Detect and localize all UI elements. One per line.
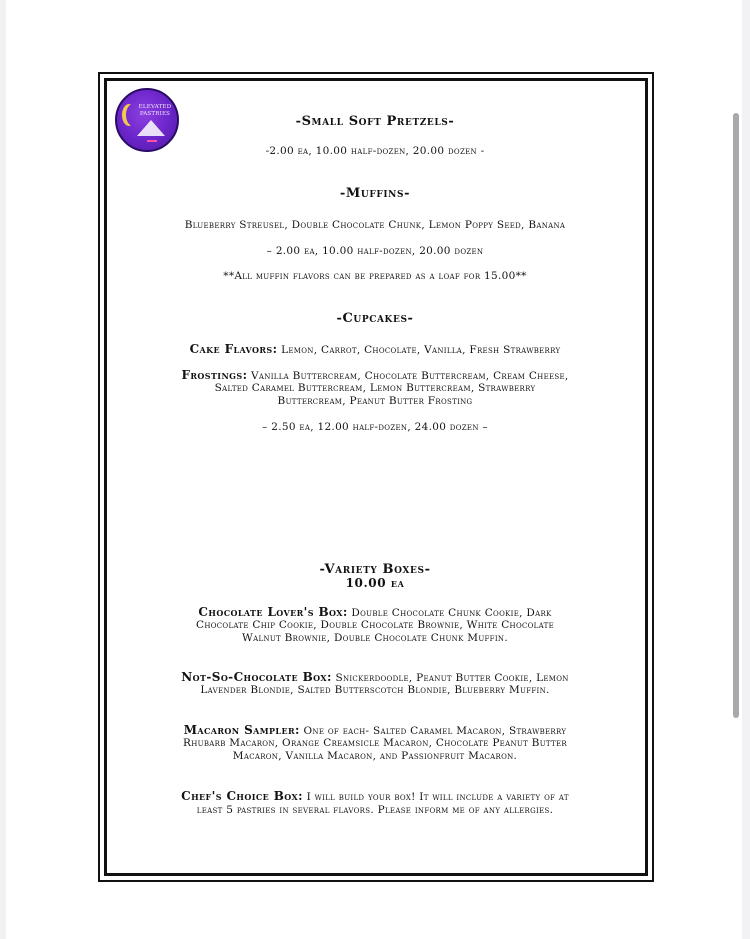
box-macaron-line-3: Macaron, Vanilla Macaron, and Passionfruit Macaron.: [232, 750, 518, 762]
muffins-flavors: Blueberry Streusel, Double Chocolate Chunk, Lemon Poppy Seed, Banana: [184, 219, 566, 231]
box-not-so-chocolate-label: Not-So-Chocolate Box:: [181, 670, 332, 684]
cake-flavors-label: Cake Flavors:: [189, 342, 278, 356]
box-chocolate-lovers-text-1: Double Chocolate Chunk Cookie, Dark: [351, 607, 552, 619]
box-chocolate-lovers-label: Chocolate Lover's Box:: [198, 605, 348, 619]
menu-content: [105, 80, 645, 874]
muffins-note: **All muffin flavors can be prepared as a loaf for 15.00**: [223, 270, 527, 282]
muffins-title: -Muffins-: [339, 186, 411, 201]
box-macaron-line-2: Rhubarb Macaron, Orange Creamsicle Macaron, Chocolate Peanut Butter: [183, 737, 567, 749]
logo-accent: [147, 140, 157, 142]
logo-text-1: ELEVATED: [138, 104, 172, 110]
frostings-line-2: Salted Caramel Buttercream, Lemon Buttercream, Strawberry: [214, 382, 536, 394]
cake-flavors-list: Lemon, Carrot, Chocolate, Vanilla, Fresh Strawberry: [281, 344, 561, 356]
muffins-price: – 2.00 ea, 10.00 half-dozen, 20.00 dozen: [266, 245, 484, 257]
box-macaron-text-1: One of each- Salted Caramel Macaron, Strawberry: [303, 725, 567, 737]
variety-title: -Variety Boxes-: [319, 562, 431, 577]
cupcakes-title: -Cupcakes-: [336, 311, 414, 326]
box-chocolate-lovers-line-3: Walnut Brownie, Double Chocolate Chunk Muffin.: [242, 632, 508, 644]
box-chefs-choice-line-2: least 5 pastries in several flavors. Please inform me of any allergies.: [196, 804, 554, 816]
box-not-so-chocolate-text-1: Snickerdoodle, Peanut Butter Cookie, Lemon: [335, 672, 569, 684]
box-chefs-choice-text-1: I will build your box! It will include a variety of at: [306, 791, 569, 803]
box-not-so-chocolate-line-1: [105, 671, 645, 685]
box-chefs-choice-line-1: [105, 790, 645, 804]
variety-price: 10.00 ea: [345, 576, 405, 590]
box-macaron-line-1: [105, 724, 645, 738]
box-chocolate-lovers-line-1: [105, 606, 645, 620]
frostings-line-1: [105, 369, 645, 383]
box-chefs-choice-label: Chef's Choice Box:: [181, 789, 303, 803]
box-chocolate-lovers-line-2: Chocolate Chip Cookie, Double Chocolate Brownie, White Chocolate: [195, 619, 554, 631]
cupcakes-flavors-line: [105, 343, 645, 357]
pretzels-price: -2.00 ea, 10.00 half-dozen, 20.00 dozen -: [265, 145, 485, 157]
pretzels-title: -Small Soft Pretzels-: [295, 114, 455, 129]
vertical-scrollbar[interactable]: [733, 113, 739, 718]
cupcakes-price: – 2.50 ea, 12.00 half-dozen, 24.00 dozen –: [262, 421, 488, 433]
logo-text-2: PASTRIES: [139, 111, 171, 117]
box-macaron-label: Macaron Sampler:: [183, 723, 300, 737]
box-not-so-chocolate-line-2: Lavender Blondie, Salted Butterscotch Blondie, Blueberry Muffin.: [200, 684, 550, 696]
frostings-label: Frostings:: [181, 368, 248, 382]
frostings-list-1: Vanilla Buttercream, Chocolate Buttercream, Cream Cheese,: [251, 370, 569, 382]
frostings-line-3: Buttercream, Peanut Butter Frosting: [277, 395, 473, 407]
